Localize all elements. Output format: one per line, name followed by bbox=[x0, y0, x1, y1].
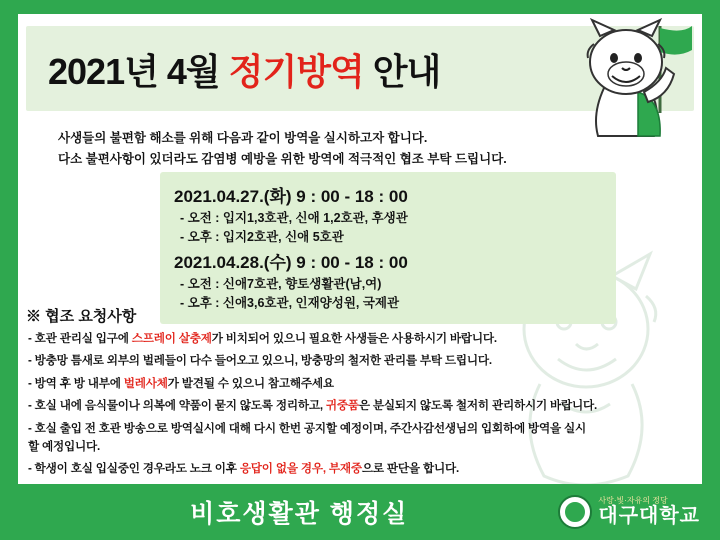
university-emblem-icon bbox=[558, 495, 592, 529]
brand-slogan: 사랑·빛·자유의 정당 bbox=[598, 496, 668, 506]
request-7-highlight: 응답이 없을 경우, 부재중 bbox=[239, 462, 362, 476]
request-4-after: 은 분실되지 않도록 철저히 관리하시기 바랍니다. bbox=[358, 399, 597, 413]
schedule-2-line-2: - 오후 : 신애3,6호관, 인재양성원, 국제관 bbox=[180, 296, 400, 311]
page-title-accent: 정기방역 bbox=[228, 51, 364, 92]
request-3-after: 가 발견될 수 있으니 참고해주세요 bbox=[167, 376, 334, 390]
request-4-before: - 호실 내에 음식물이나 의복에 약품이 묻지 않도록 정리하고, bbox=[28, 399, 326, 413]
request-3-before: - 방역 후 방 내부에 bbox=[28, 376, 124, 390]
requests-title: ※ 협조 요청사항 bbox=[26, 308, 137, 325]
schedule-2-line-1: - 오전 : 신애7호관, 향토생활관(남,여) bbox=[180, 277, 382, 292]
request-7-before: - 학생이 호실 입실중인 경우라도 노크 이후 bbox=[28, 462, 240, 476]
request-4-highlight: 귀중품 bbox=[325, 399, 359, 413]
requests-list bbox=[28, 330, 692, 505]
intro-line-1: 사생들의 불편함 해소를 위해 다음과 같이 방역을 실시하고자 합니다. bbox=[58, 131, 428, 145]
university-brand bbox=[558, 495, 720, 529]
request-item-3 bbox=[28, 375, 692, 393]
left-green-bar bbox=[0, 0, 18, 540]
request-1-before: - 호관 관리실 입구에 bbox=[28, 332, 132, 345]
request-item-5 bbox=[28, 420, 692, 456]
request-7-after: 으로 판단을 합니다. bbox=[361, 462, 459, 476]
schedule-date-1: 2021.04.27.(화) 9 : 00 - 18 : 00 bbox=[174, 187, 408, 206]
request-1-after: 가 비치되어 있으니 필요한 사생들은 사용하시기 바랍니다. bbox=[211, 332, 497, 345]
brand-university-name: 대구대학교 bbox=[598, 504, 700, 527]
schedule-1-line-2: - 오후 : 입지2호관, 신애 5호관 bbox=[180, 230, 344, 245]
top-green-bar bbox=[0, 0, 720, 14]
request-3-highlight: 벌레사체 bbox=[123, 376, 168, 390]
request-item-6 bbox=[28, 460, 692, 478]
request-item-1 bbox=[28, 330, 692, 348]
schedule-date-2: 2021.04.28.(수) 9 : 00 - 18 : 00 bbox=[174, 253, 408, 273]
request-item-4 bbox=[28, 397, 692, 415]
request-item-2 bbox=[28, 352, 692, 370]
schedule-panel bbox=[160, 172, 616, 324]
intro-line-2: 다소 불편사항이 있더라도 감염병 예방을 위한 방역에 적극적인 협조 부탁 드립니다. bbox=[58, 151, 507, 166]
request-5-before: - 호실 출입 전 호관 방송으로 방역실시에 대해 다시 한번 공지할 예정이며, 주간사감선생님의 입회하에 방역을 실시 bbox=[28, 421, 586, 435]
page-title bbox=[48, 44, 440, 95]
request-1-highlight: 스프레이 살충제 bbox=[131, 332, 212, 345]
tiger-mascot-icon bbox=[560, 18, 700, 138]
brand-text-block bbox=[598, 497, 700, 526]
intro-text bbox=[58, 128, 678, 169]
footer-bar bbox=[0, 484, 720, 540]
footer-office-name: 비호생활관 행정실 bbox=[190, 500, 409, 528]
request-2-before: - 방충망 틈새로 외부의 벌레들이 다수 들어오고 있으니, 방충망의 철저한 관리를 부탁 드립니다. bbox=[28, 354, 492, 368]
emblem-inner-circle bbox=[564, 501, 586, 523]
page-title-part1: 2021년 4월 bbox=[48, 51, 229, 92]
schedule-1-line-1: - 오전 : 입지1,3호관, 신애 1,2호관, 후생관 bbox=[180, 211, 408, 225]
right-green-bar bbox=[702, 0, 720, 540]
page-title-part2: 안내 bbox=[363, 51, 441, 92]
request-6-before: 할 예정입니다. bbox=[28, 439, 101, 453]
